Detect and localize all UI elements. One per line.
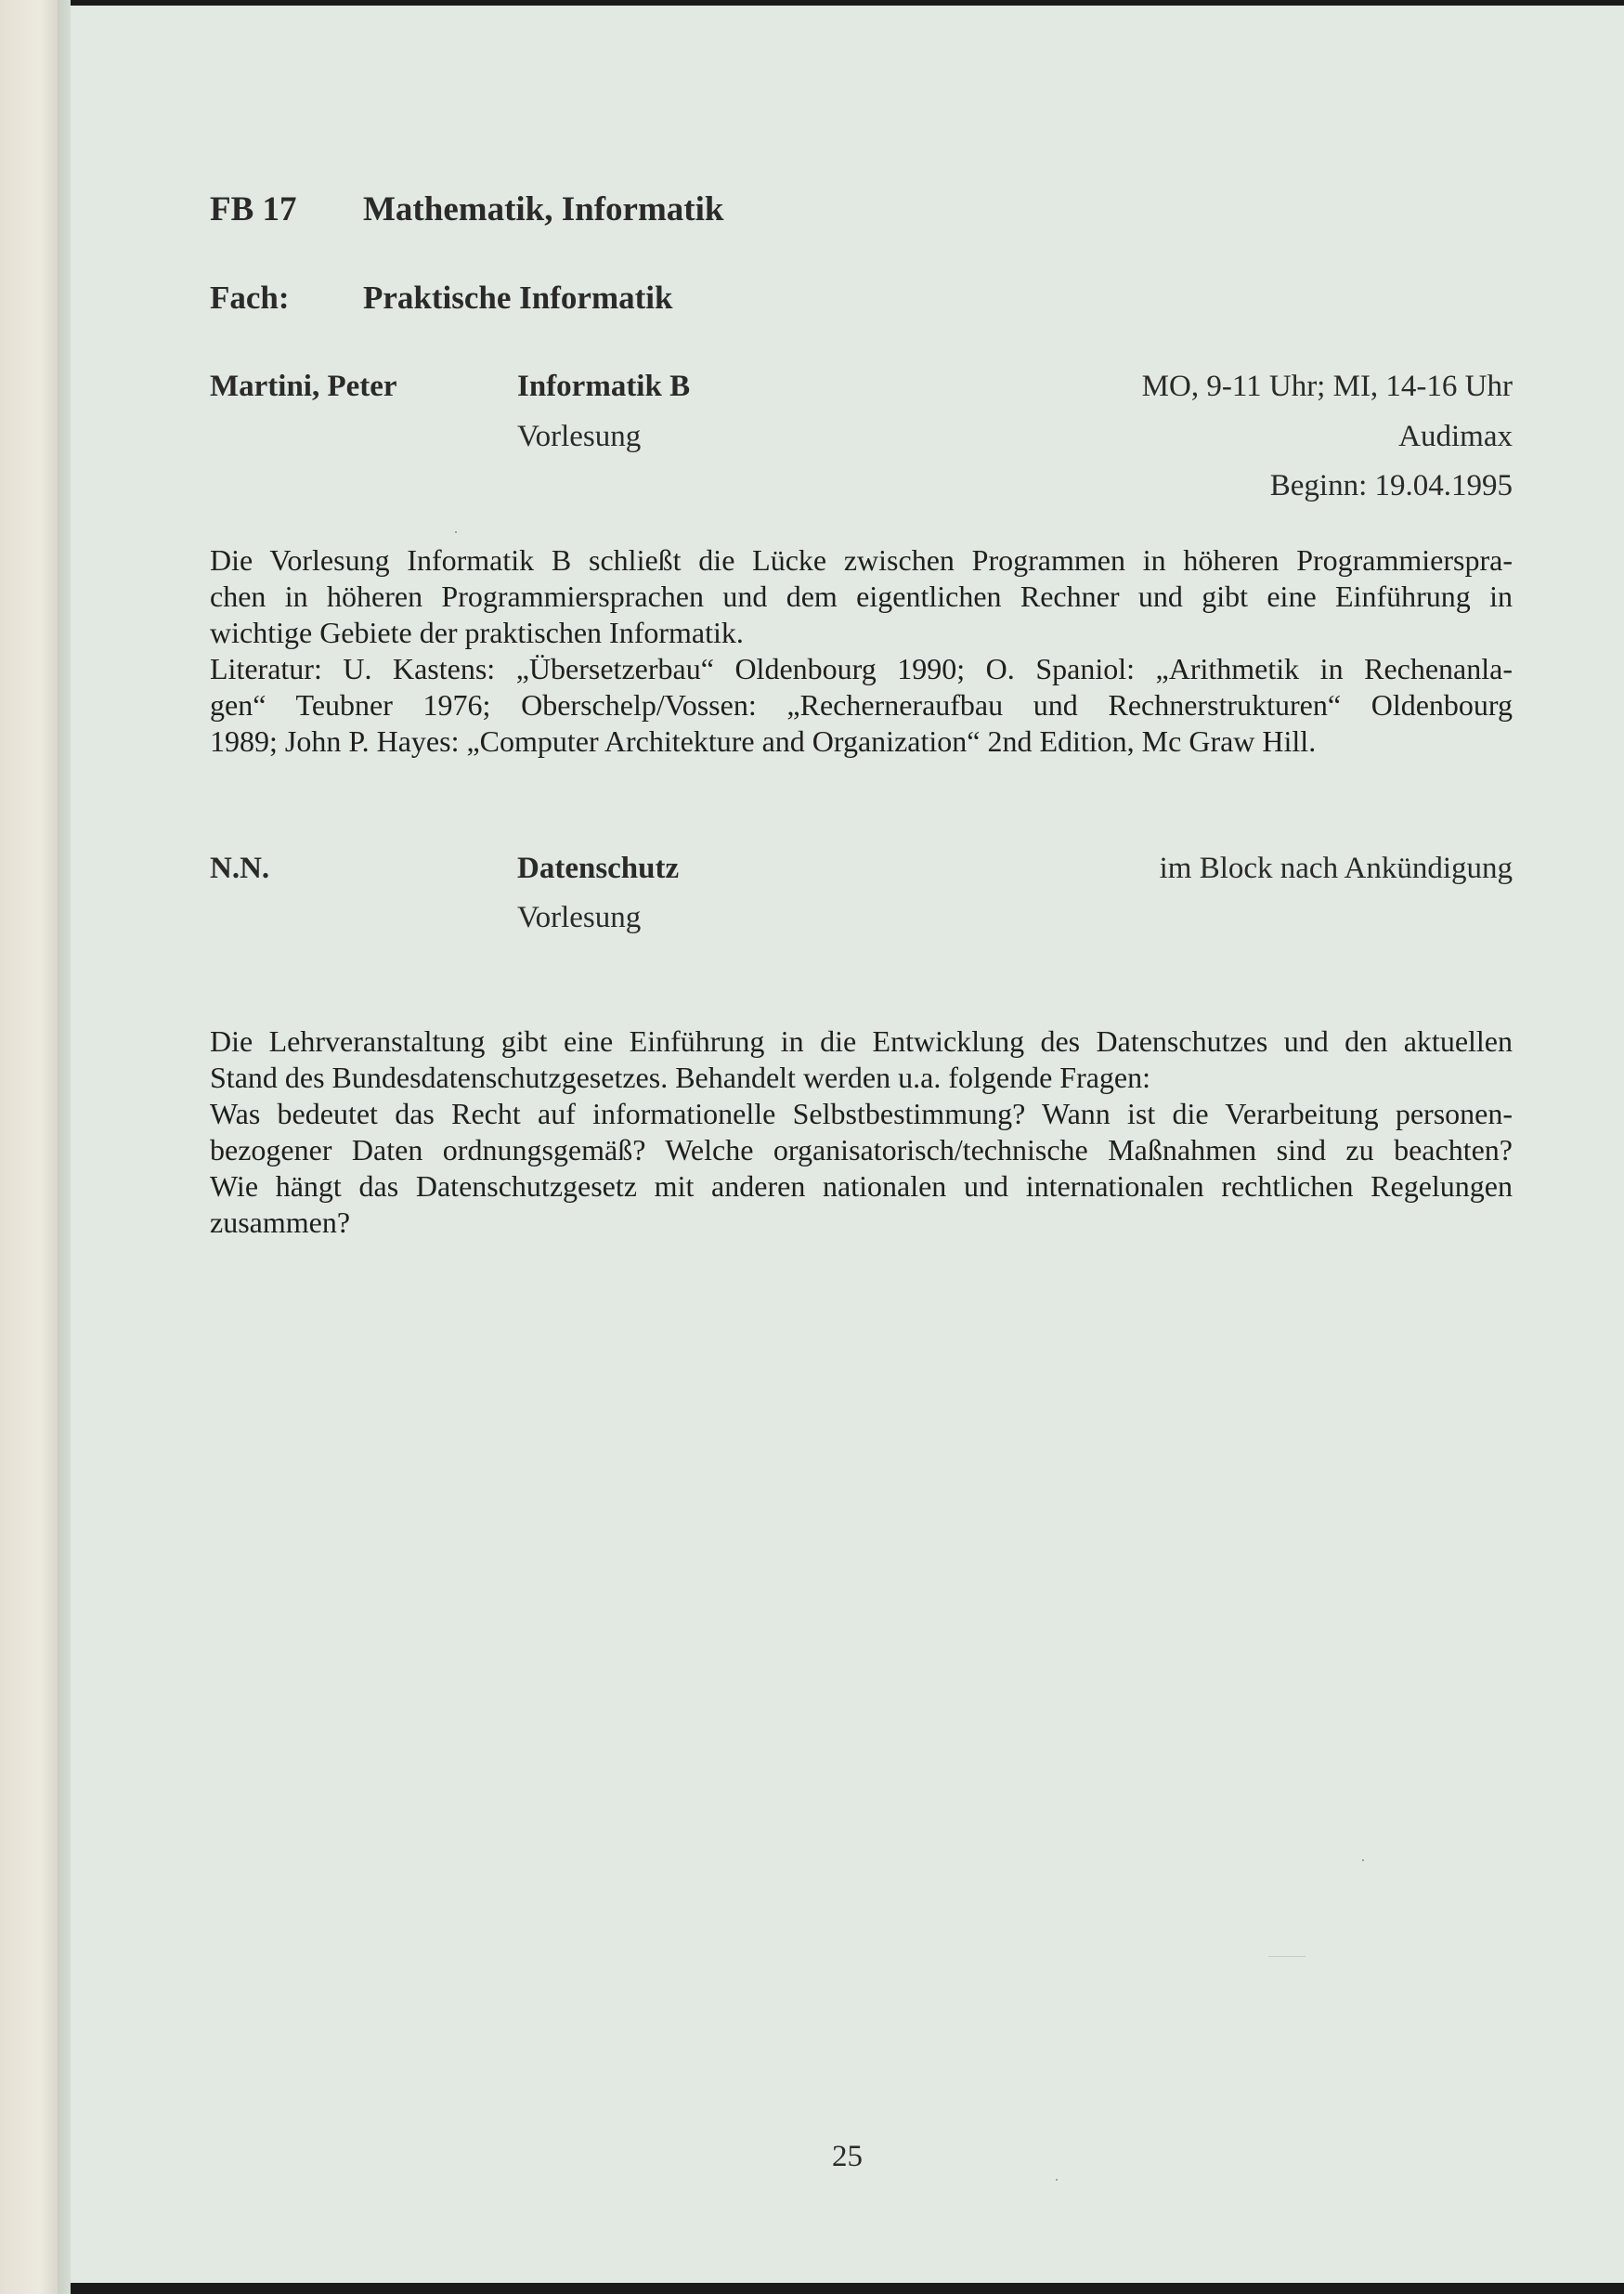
faculty-code: FB 17 — [210, 190, 297, 228]
description-line: Was bedeutet das Recht auf informationelle Selbstbestimmung? Wann ist die Verarbeitung personen- — [210, 1097, 1513, 1130]
course-description — [210, 542, 1513, 760]
scan-speck — [455, 531, 457, 533]
description-line: Stand des Bundesdatenschutzgesetzes. Behandelt werden u.a. folgende Fragen: — [210, 1061, 1151, 1094]
scan-speck — [1362, 1859, 1364, 1861]
course-room: Audimax — [1398, 420, 1513, 453]
subject-name: Praktische Informatik — [363, 280, 673, 316]
description-line: chen in höheren Programmiersprachen und dem eigentlichen Rechner und gibt eine Einführung in — [210, 580, 1513, 613]
description-line: zusammen? — [210, 1206, 351, 1239]
description-line: 1989; John P. Hayes: „Computer Architekture and Organization“ 2nd Edition, Mc Graw Hill. — [210, 724, 1317, 758]
course-title: Informatik B — [517, 370, 691, 403]
course-lecturer: N.N. — [210, 852, 270, 885]
book-spine — [0, 0, 58, 2294]
description-line: Wie hängt das Datenschutzgesetz mit anderen nationalen und internationalen rechtlichen Regelungen — [210, 1169, 1513, 1203]
scan-speck — [1268, 1956, 1306, 1957]
course-schedule: im Block nach Ankündigung — [1159, 852, 1513, 885]
description-line: Die Lehrveranstaltung gibt eine Einführung in die Entwicklung des Datenschutzes und den aktuellen — [210, 1024, 1513, 1058]
document-page — [71, 6, 1624, 2283]
page-gutter — [58, 0, 71, 2294]
course-schedule: MO, 9-11 Uhr; MI, 14-16 Uhr — [1141, 370, 1513, 403]
description-line: Die Vorlesung Informatik B schließt die Lücke zwischen Programmen in höheren Programmierspra- — [210, 543, 1513, 577]
course-lecturer: Martini, Peter — [210, 370, 397, 403]
scan-speck — [1056, 2179, 1058, 2181]
course-type: Vorlesung — [517, 901, 642, 934]
course-title: Datenschutz — [517, 852, 680, 885]
description-line: bezogener Daten ordnungsgemäß? Welche organisatorisch/technische Maßnahmen sind zu beachten? — [210, 1133, 1513, 1167]
subject-label: Fach: — [210, 280, 290, 316]
description-line: wichtige Gebiete der praktischen Informatik. — [210, 616, 744, 649]
page-number: 25 — [832, 2140, 863, 2173]
description-line: Literatur: U. Kastens: „Übersetzerbau“ Oldenbourg 1990; O. Spaniol: „Arithmetik in Rechenanla- — [210, 652, 1513, 685]
course-description — [210, 1023, 1513, 1241]
course-start: Beginn: 19.04.1995 — [1269, 469, 1513, 502]
faculty-name: Mathematik, Informatik — [363, 190, 724, 228]
description-line: gen“ Teubner 1976; Oberschelp/Vossen: „Recherneraufbau und Rechnerstrukturen“ Oldenbourg — [210, 688, 1513, 722]
course-type: Vorlesung — [517, 420, 642, 453]
